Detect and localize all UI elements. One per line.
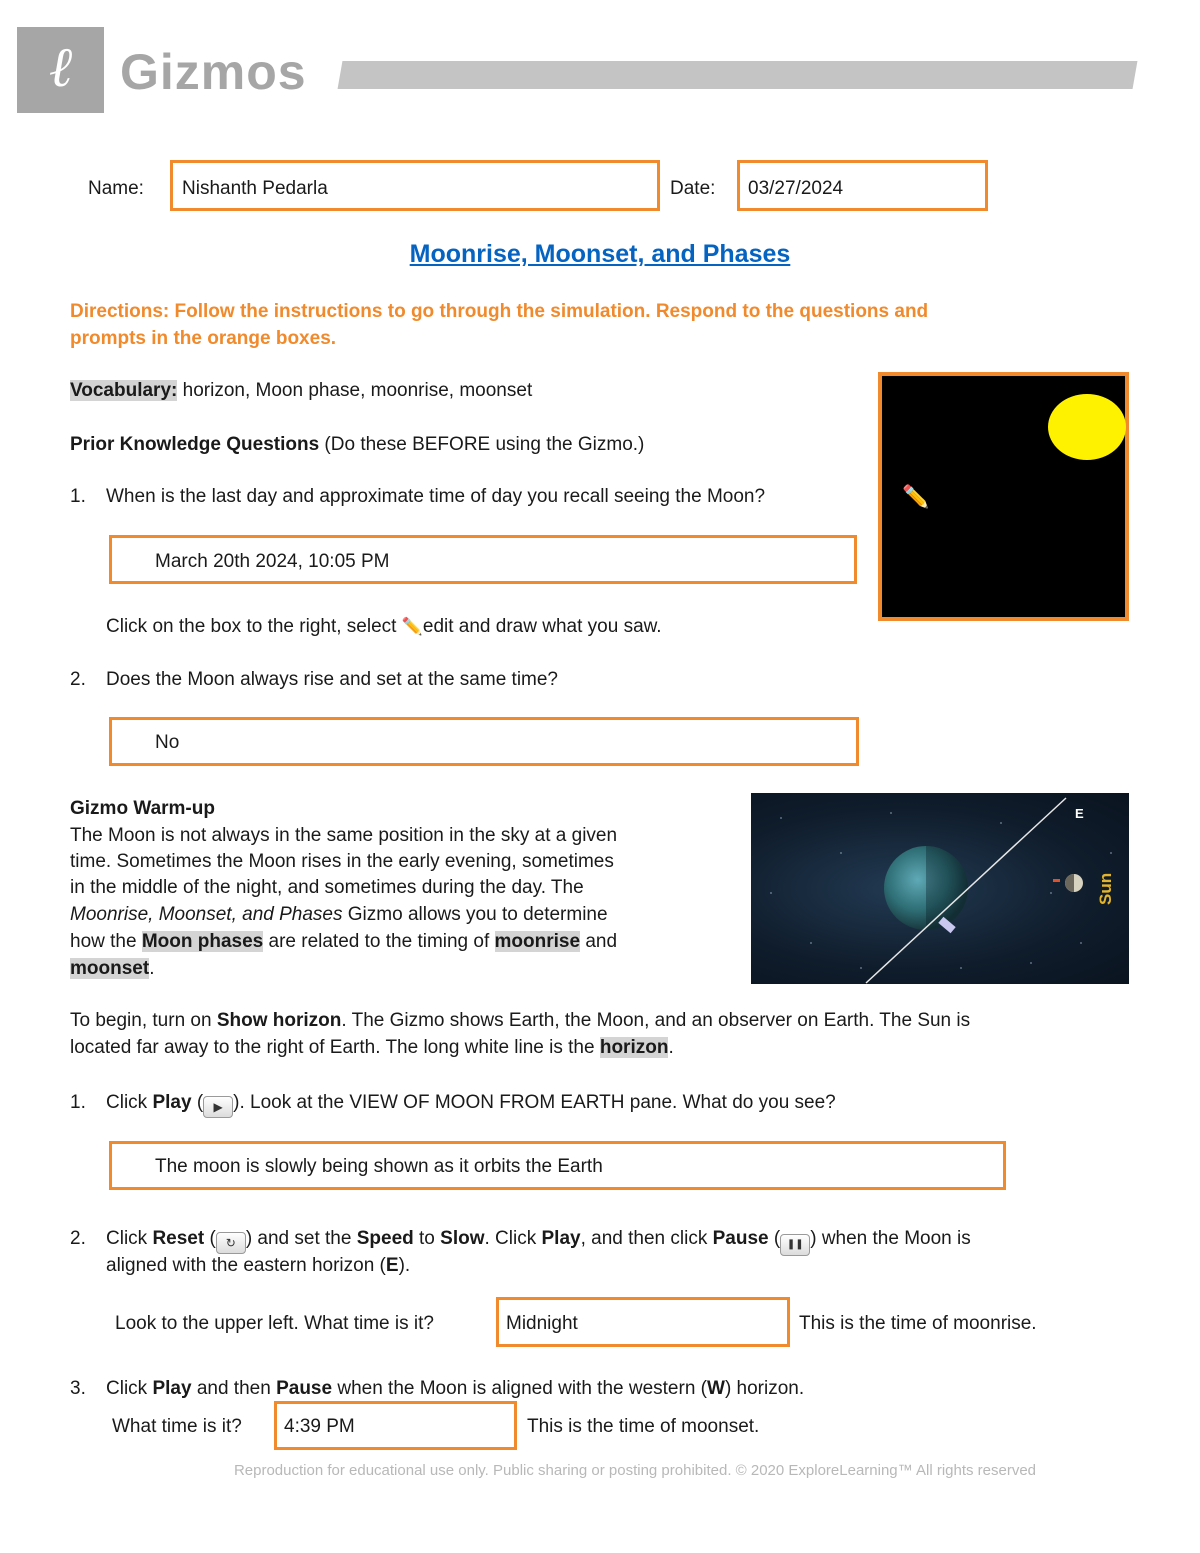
q3-play-term: Play	[152, 1378, 192, 1399]
warmup-line-5-a: how the	[70, 931, 142, 952]
q2-reset-term: Reset	[152, 1228, 205, 1249]
simulation-screenshot	[751, 793, 1129, 984]
drawn-moon-shape	[1048, 394, 1126, 460]
directions-line-2: prompts in the orange boxes.	[70, 328, 337, 349]
header-bar	[338, 61, 1138, 89]
q2-m: ) when the Moon is	[810, 1228, 971, 1249]
begin-line-2	[70, 1034, 674, 1061]
gizmos-logo-text: Gizmos	[120, 44, 307, 100]
q3-c: and then	[191, 1378, 277, 1399]
warmup-line-5-b: are related to the timing of	[263, 931, 495, 952]
warmup-line-4-rest: Gizmo allows you to determine	[342, 904, 608, 925]
east-label: E	[1075, 806, 1084, 821]
question-2-number: 2.	[70, 669, 86, 690]
warmup-q1-text	[106, 1089, 836, 1118]
q2-p: ).	[398, 1255, 411, 1276]
draw-instructions-b: edit and draw what you saw.	[422, 616, 662, 637]
logo-mark: ℓ	[48, 35, 73, 100]
q2-d: ) and set the	[245, 1228, 357, 1249]
moonrise-note: This is the time of moonrise.	[799, 1313, 1037, 1334]
warmup-paragraph-line-4	[70, 901, 608, 928]
warmup-q2-number: 2.	[70, 1228, 86, 1249]
warmup-q3-text	[106, 1375, 804, 1402]
q2-play-term: Play	[541, 1228, 581, 1249]
answer-2-box[interactable]	[109, 717, 859, 766]
footer-copyright: Reproduction for educational use only. Public sharing or posting prohibited. © 2020 ExploreLearning™ All rights reserved	[233, 1462, 1037, 1479]
warmup-heading: Gizmo Warm-up	[70, 798, 215, 819]
q2-h: . Click	[484, 1228, 542, 1249]
date-value: 03/27/2024	[748, 178, 844, 199]
q3-e: when the Moon is aligned with the western (	[332, 1378, 707, 1399]
gizmo-title-italic: Moonrise, Moonset, and Phases	[70, 904, 343, 925]
begin-c: . The Gizmo shows Earth, the Moon, and an observer on Earth. The Sun is	[341, 1010, 971, 1031]
term-moonset: moonset	[70, 958, 150, 979]
term-horizon: horizon	[599, 1037, 669, 1058]
q1-play-term: Play	[152, 1092, 192, 1113]
warmup-q1-number: 1.	[70, 1092, 86, 1113]
draw-instructions-a: Click on the box to the right, select	[106, 616, 402, 637]
question-1-text: When is the last day and approximate time of day you recall seeing the Moon?	[106, 486, 766, 507]
warmup-line-6-end: .	[149, 958, 155, 979]
begin-f: .	[668, 1037, 674, 1058]
draw-instructions	[106, 613, 662, 640]
q1-d: ). Look at the VIEW OF MOON FROM EARTH pane. What do you see?	[233, 1092, 836, 1113]
begin-d: located far away to the right of Earth. The long white line is the	[70, 1037, 600, 1058]
q2-f: to	[413, 1228, 441, 1249]
q3-pause-term: Pause	[276, 1378, 333, 1399]
question-2-text: Does the Moon always rise and set at the same time?	[106, 669, 559, 690]
q2-a: Click	[106, 1228, 153, 1249]
q2-c: (	[204, 1228, 216, 1249]
term-moonrise: moonrise	[494, 931, 581, 952]
q2-east-term: E	[385, 1255, 399, 1276]
page-title: Moonrise, Moonset, and Phases	[409, 240, 791, 268]
q1-a: Click	[106, 1092, 153, 1113]
prior-knowledge-note: (Do these BEFORE using the Gizmo.)	[319, 434, 645, 455]
vocabulary-line	[70, 377, 532, 404]
q2-j: , and then click	[580, 1228, 713, 1249]
q3-a: Click	[106, 1378, 153, 1399]
drawing-canvas[interactable]	[878, 372, 1129, 621]
pencil-icon: ✏️	[401, 617, 423, 636]
moonrise-time-text: Midnight	[506, 1313, 578, 1334]
question-1-number: 1.	[70, 486, 86, 507]
q2-n: aligned with the eastern horizon (	[106, 1255, 386, 1276]
answer-2-text: No	[155, 732, 180, 753]
play-icon: ▶	[203, 1096, 233, 1118]
pencil-icon[interactable]: ✏️	[902, 484, 930, 509]
warmup-paragraph-line-6	[70, 955, 154, 982]
name-value: Nishanth Pedarla	[182, 178, 328, 199]
date-label: Date:	[670, 178, 716, 199]
q2-slow-term: Slow	[440, 1228, 485, 1249]
moonset-note: This is the time of moonset.	[527, 1416, 760, 1437]
begin-line-1	[70, 1007, 970, 1034]
warmup-line-5-c: and	[580, 931, 618, 952]
warmup-q3-prompt: What time is it?	[112, 1416, 242, 1437]
sun-label: Sun	[1096, 872, 1115, 905]
q2-l: (	[768, 1228, 781, 1249]
simulation-svg	[751, 793, 1129, 984]
warmup-q2-line-2	[106, 1252, 410, 1279]
gizmos-logo-badge	[17, 27, 104, 113]
q1-c: (	[191, 1092, 204, 1113]
show-horizon-term: Show horizon	[216, 1010, 342, 1031]
moonset-time-text: 4:39 PM	[284, 1416, 355, 1437]
vocabulary-terms: horizon, Moon phase, moonrise, moonset	[177, 380, 533, 401]
vocabulary-label: Vocabulary:	[70, 380, 178, 401]
warmup-q2-prompt: Look to the upper left. What time is it?	[115, 1313, 434, 1334]
reset-icon: ↻	[216, 1232, 246, 1254]
warmup-q3-number: 3.	[70, 1378, 86, 1399]
q2-speed-term: Speed	[356, 1228, 414, 1249]
prior-knowledge-heading	[70, 431, 644, 458]
answer-1-text: March 20th 2024, 10:05 PM	[155, 551, 390, 572]
warmup-paragraph-line-1: The Moon is not always in the same position in the sky at a given	[70, 825, 618, 846]
warmup-answer-1-text: The moon is slowly being shown as it orbits the Earth	[155, 1156, 603, 1177]
q2-pause-term: Pause	[712, 1228, 769, 1249]
warmup-paragraph-line-3: in the middle of the night, and sometimes during the day. The	[70, 877, 584, 898]
q3-west-term: W	[707, 1378, 725, 1399]
q3-g: ) horizon.	[724, 1378, 805, 1399]
warmup-paragraph-line-2: time. Sometimes the Moon rises in the early evening, sometimes	[70, 851, 614, 872]
pause-icon: ❚❚	[780, 1234, 810, 1256]
begin-a: To begin, turn on	[70, 1010, 217, 1031]
warmup-paragraph-line-5	[70, 928, 617, 955]
directions-line-1: Directions: Follow the instructions to go through the simulation. Respond to the questions and	[70, 301, 929, 322]
name-label: Name:	[88, 178, 144, 199]
term-moon-phases: Moon phases	[141, 931, 264, 952]
prior-knowledge-title: Prior Knowledge Questions	[70, 434, 320, 455]
